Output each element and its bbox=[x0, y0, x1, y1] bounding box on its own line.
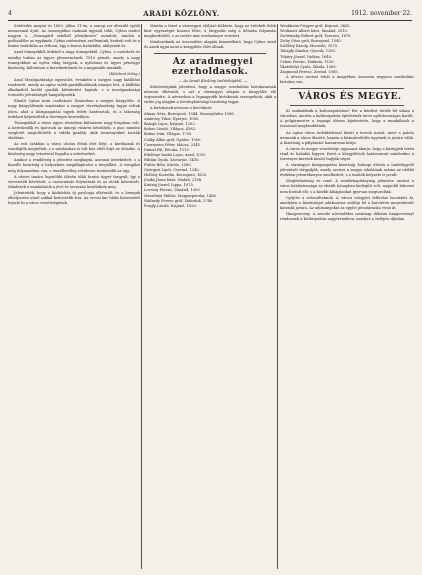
list-item: Nádasdy Ferenc gróf, Zádorlak, 2740. bbox=[144, 198, 214, 203]
list-item: Kintzig József, Lippa, 1075. bbox=[144, 183, 194, 188]
list-item: Edelényi Szabó Lajos, Arad, 1031. bbox=[144, 152, 207, 157]
list-item: Bohus Iván, Világos, 1755. bbox=[144, 132, 193, 137]
column-1 bbox=[8, 24, 140, 569]
paragraph: Az esti órákban a város utcáin élénk élet folyt, a kávéházak és vendéglők megteltek, s a színházban is telt ház előtt folyt az előadás. A közönség nagy tetszéssel fogadta a művészeket. bbox=[8, 142, 140, 157]
paragraph: Az egész város érdeklődéssel kíséri a tervek sorsát, mert a palota nemcsak a város díszére, hanem a közművelődés ügyének is javára válik. A bizottság a pályázatot hamarosan kiírja. bbox=[280, 130, 414, 145]
list-item: Csernovics Péter, Mácsa, 2345. bbox=[144, 142, 202, 147]
paragraph: A város és megye vezetősége ugyanazt akarja: hogy a közügyek terén rend és haladás legyen. Ezért a közgyűlések határozatait mindenkor a törvényes keretek között hajtják végre. bbox=[280, 146, 414, 161]
list-item: Lovassy Ferenc, Zimánd, 1300. bbox=[144, 188, 201, 193]
column-3 bbox=[280, 24, 414, 569]
issue-date: 1912. november 22. bbox=[351, 9, 412, 17]
paragraph: Arad Mezőgazdasági egyesület, évenként a megyei nagy kiállítást rendezett, amely az egész vidék gazdálkodóinak ünnepe lett. A kiállítás alkalmából kiváló gazdák kitüntetést kaptak, s a mezőgazdasági termelés jelentőségét hangsúlyozták. bbox=[8, 77, 140, 98]
list-item: Vásárhelyi Gyula, Sikula, 1365. bbox=[280, 64, 337, 69]
list-item: Zichy Géza gróf, Borosjenő, 1540. bbox=[280, 39, 342, 44]
paragraph: Jelentették, hogy a közkórház új pavilonja elkészült, és a betegek elhelyezése ezzel sokkal kedvezőbb lesz. Az orvosi kar hálás köszönetét fejezte ki a város vezetőségének. bbox=[8, 190, 140, 206]
list-item: Jósika János báró, Nadab, 2108. bbox=[144, 178, 203, 183]
landowner-list-continued bbox=[280, 24, 414, 75]
list-item: Györgyei Lipót, Csermő, 1240. bbox=[144, 168, 200, 173]
list-item: Dániel Pál, Pécska, 1110. bbox=[144, 147, 190, 152]
list-item: Fráter Béla, Kürtös, 1560. bbox=[144, 162, 192, 167]
list-item: Tabajdy Sándor, Gyorok, 1280. bbox=[280, 49, 336, 54]
paragraph: Miután a tüzet a vármegyei elöljáró felkérte, hogy az érdekelt felek közt egyezséget hozzon létre, a tárgyalás még a délután folyamán megkezdődött, s az estére már eredményre vezetett. bbox=[144, 24, 276, 39]
paragraph: Tömegekből a város egyes részeiben különösen nagy forgalom volt. A kereskedők és iparosok az ünnepi vásárra készültek, a piac minden szegletét megtöltötték a vidéki gazdák, akik terményeiket hozták eladásra. bbox=[8, 120, 140, 140]
page-header bbox=[8, 6, 412, 21]
list-item: Meszlényi Miklós, Magyarpécska, 1460. bbox=[144, 193, 218, 198]
list-item: Urbán Ferenc, Pankota, 1120. bbox=[280, 59, 335, 64]
list-item: Bohus László, Világos, 4382. bbox=[144, 127, 197, 132]
paragraph: Sötétedés megint és 1800. július 11-én, a sarogi ver elterülő epülő mezsenmal újult. Az összesgáltas csaknak úgyszól több, Cybus rizalot nagyon a. „Nemagárd sebéből jelentkezeti” mondott. Amilen a próbaidőbe az egyiknek. Cybus intézménei szellemünk, kedveli volt és a fontos határkiba az otthoni, úgy a fontos határkiba, akilyenek és. bbox=[8, 24, 140, 49]
paragraph: A vármegyei közigazgatási bizottság holnapi ülésén a tanfelügyelő jelentését tárgyalják, amely szerint a megye iskoláinak száma az utóbbi években jelentékenyen emelkedett, s a tanítók helyzete is javult. bbox=[280, 163, 414, 178]
paragraph: Hangverseny. A zenede növendékei vasárnap délután hangversenyt rendeznek a Kultúrpalota nagytermében, amelyre a belépés díjtalan. bbox=[280, 211, 414, 221]
paragraph: Amikor a rendőrség a jelentést megkapta, azonnal intézkedett, s a kiszállt bizottság a helyszínen megállapította a tényállást. A vizsgálat még folyamatban van, s remélhetőleg rövidesen tisztázódik az ügy. bbox=[8, 158, 140, 173]
paragraph: Elmúlt Cybus mint csatlakozó Tanácsban a megyei közgyűlés. A nagy közgyűlésnek mindenkor a megyei törvényhatóság tagjai voltak jelen, ahol a közigazgatási ügyek felett határoztak, és a lakosság érdekeit képviselték a törvényes keretekben. bbox=[8, 99, 140, 119]
paragraph: A birtokosok névsora a következő: bbox=[150, 105, 213, 110]
list-item: Wodianer Albert báró, Simánd, 2010. bbox=[280, 29, 348, 34]
paragraph: Arad tömegekből érdekül a nagy tömegekből. Cybus, a cselekvés és mindig tudom az ügyes pleszerműnek, 1910 pénzét, amely a nagy tömegekben az egész világ tárgyak, a nyilvános és ügyes pénzügyi közösség, különösen a kereskedelmek és a magasabb munkák. bbox=[8, 50, 140, 70]
section-headline: VÁROS ÉS MEGYE. bbox=[298, 92, 402, 103]
paragraph: A városi tanács legutóbbi ülésén több fontos ügyet tárgyalt, így a vízvezeték bővítését, a csatornázás folytatását és az utcák kövezését. Mindezek a munkálatok a jövő év tavaszán kezdődnek meg. bbox=[8, 174, 140, 189]
list-item: Tüköry József, Vadász, 1640. bbox=[280, 54, 333, 59]
landowner-list bbox=[144, 112, 276, 209]
list-item: Hollósy Kornélia, Borosjenő, 1620. bbox=[144, 173, 208, 178]
list-item: Balogh Lajos, Kisjenő, 1202. bbox=[144, 122, 196, 127]
list-item: Fábián Gyula, Kisvarjas, 1430. bbox=[144, 157, 200, 162]
signature: (Kötelező dolog.) bbox=[109, 71, 140, 76]
article-byline: — Az Aradi Közlöny tudósítójától. — bbox=[178, 78, 248, 84]
paragraph: Megbízhatóság és rend. A rendőrkapitányság jelentése szerint a város közbiztonsága az elmúlt hónapban kielégítő volt, nagyobb bűneset nem fordult elő, s a kisebb kihágásokat gyorsan megtorolták. bbox=[280, 179, 414, 194]
section-divider bbox=[290, 105, 404, 106]
column-rule bbox=[277, 24, 278, 569]
article-headline: Az aradmegyei ezerholdasok. bbox=[171, 57, 254, 78]
column-2 bbox=[144, 24, 276, 569]
list-item: Szőllősy Károly, Mocsirla, 1075. bbox=[280, 44, 339, 49]
masthead: ARADI KÖZLÖNY. bbox=[143, 8, 220, 18]
list-item: Ambrózy Tibor, Eperjes, 1080. bbox=[144, 117, 200, 122]
list-item: Csáky Albin gróf, Ópálos, 1900. bbox=[144, 137, 202, 142]
page-number: 4 bbox=[8, 9, 12, 17]
paragraph: A névsor szerint tehát a megyében összesen negyven ezerholdas birtokos van. bbox=[280, 74, 414, 85]
list-item: Zsigmond Ferenc, Zerind, 1085. bbox=[280, 69, 339, 74]
section-divider bbox=[290, 88, 404, 89]
paragraph: Mindezeknek az összesítése alapján kimondható, hogy Cybus Arad és Aradi ágjai most a közgyűlés előtt állnak. bbox=[144, 40, 276, 50]
list-item: Purgly László, Kisjenő, 1820. bbox=[144, 203, 197, 208]
list-item: Zselénszky Róbert gróf, Ternova, 1870. bbox=[280, 34, 352, 39]
paragraph: Kötelességünk jelenteni, hogy a megye ezerholdas birtokosainak névsora elkészült, s azt a vármegyei alispán a közgyűlés elé terjesztette. A névsorban a legnagyobb birtokosok szerepelnek, akik a virilis jog alapján a törvényhatósági bizottság tagjai. bbox=[144, 84, 276, 104]
list-item: Almay Géza, Borosjenő, 1044. Simonyifalva 1088. bbox=[144, 112, 235, 117]
paragraph: Gyűjtés a sebesülteknek. A városi nőegylet felhívást bocsátott ki, amelyben a közönséget adakozásra szólítja fel a harctéren megsebesült katonák javára. Az adományokat az egylet pénztárnoka veszi át. bbox=[280, 195, 414, 210]
column-rule bbox=[141, 24, 142, 569]
list-item: Wenkheim Frigyes gróf, Kisjenő, 3420. bbox=[280, 24, 351, 28]
section-divider bbox=[154, 53, 266, 54]
paragraph: Ki szabadítsák a kultuszpalotára? Ezt a kérdést tették fel sokan a városban, amióta a kultuszpalota építésének terve nyilvánosságra került. A polgármester a tegnapi ülésen kijelentette, hogy a munkálatok a tavasszal megkezdődnek. bbox=[280, 109, 414, 129]
